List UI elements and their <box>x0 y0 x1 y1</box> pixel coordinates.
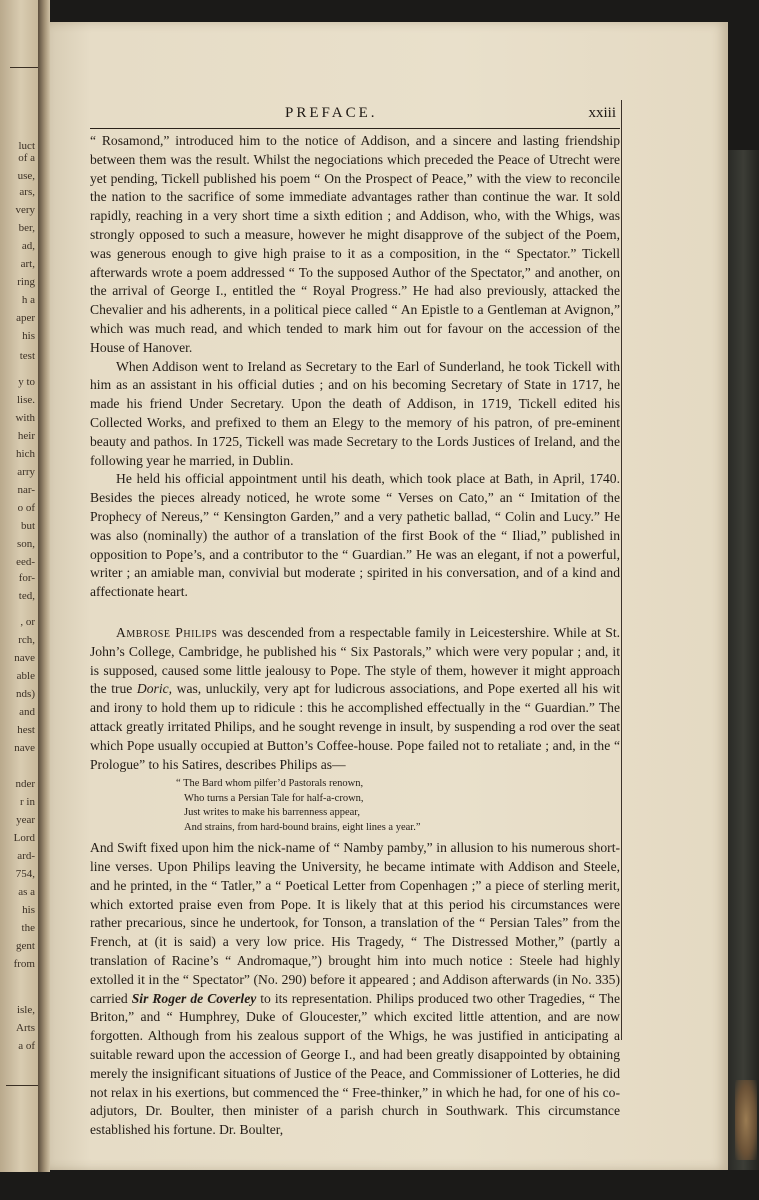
margin-rule <box>621 100 622 1040</box>
facing-page-fragment: test <box>19 350 35 362</box>
philips-intro: was descended from a respectable family in Leicestershire. While at St. John’s College, Cambridge, he published his “ Six Pastorals,” which were very popular ; and, it is supposed, caused some little jealousy to Pope. The style of them, however it might approach the true <box>90 624 620 697</box>
facing-page-fragment: but <box>20 520 35 532</box>
verse-quotation <box>176 777 620 835</box>
facing-page-fragment: aper <box>16 312 35 324</box>
body-text <box>90 132 620 1140</box>
facing-page-fragment: for- <box>18 572 35 584</box>
book-cover-edge <box>728 150 759 1170</box>
worn-corner <box>735 1080 757 1160</box>
facing-page-fragment: gent <box>16 940 35 952</box>
verse-line: Just writes to make his barrenness appear, <box>184 807 360 819</box>
facing-page-fragment: his <box>22 904 35 916</box>
doric-italic: Doric, <box>136 681 173 697</box>
book-gutter <box>38 0 50 1172</box>
paragraph-philips <box>90 624 620 774</box>
facing-page-fragment: son, <box>16 538 35 550</box>
facing-page-fragment: able <box>16 670 35 682</box>
facing-page-fragment: 754, <box>15 868 35 880</box>
facing-page-fragment: Lord <box>13 832 35 844</box>
page-number: xxiii <box>588 105 616 121</box>
facing-page-fragment: rch, <box>18 634 35 646</box>
facing-page-fragment: o of <box>17 502 35 514</box>
running-head <box>90 105 620 127</box>
facing-page-fragment: h a <box>21 294 35 306</box>
facing-page-fragment: r in <box>20 796 35 808</box>
header-rule <box>90 128 620 129</box>
facing-page-fragment: ard- <box>17 850 35 862</box>
facing-page-fragment: use, <box>17 170 35 182</box>
facing-page-fragment: year <box>16 814 35 826</box>
facing-page-fragment: of a <box>18 152 35 164</box>
facing-page-fragment: art, <box>20 258 35 270</box>
facing-page-fragment: luct <box>18 140 35 152</box>
swift-text-b: to its representation. Philips produced two other Tragedies, “ The Briton,” and “ Humphrey, Duke of Gloucester,” which excited little attention, and are now forgotten. Although from his zealous support of the Whigs, he was justified in anticipating a suitable reward upon the accession of George I., and had been greatly disappointed by obtaining merely the insignificant situations of Justice of the Peace, and Commissioner of Lotteries, he did not relax in his exertions, but commenced the “ Free-thinker,” in which he had, for one of his co-adjutors, Dr. Boulter, then minister of a parish church in Southwark. This circumstance established his fortune. Dr. Boulter, <box>90 990 620 1138</box>
facing-page-fragment: nave <box>14 652 35 664</box>
facing-page-fragment: nar- <box>17 484 35 496</box>
facing-page-fragment: nder <box>15 778 35 790</box>
facing-page-fragment: Arts <box>16 1022 35 1034</box>
facing-page-fragment: nds) <box>16 688 35 700</box>
facing-page-fragment: arry <box>17 466 35 478</box>
facing-page-fragment: ring <box>17 276 35 288</box>
facing-page-rule <box>6 1085 38 1086</box>
facing-page-fragment: ted, <box>18 590 35 602</box>
facing-page-fragment: hest <box>17 724 35 736</box>
page-title: PREFACE. <box>285 105 378 121</box>
facing-page-fragment: ars, <box>19 186 35 198</box>
facing-page-fragment: from <box>13 958 35 970</box>
paragraph-ireland: When Addison went to Ireland as Secretary to the Earl of Sunderland, he took Tickell with him as an assistant in his official duties ; and on his becoming Secretary of State in 1717, he made his friend Under Secretary. Upon the death of Addison, in 1719, Tickell edited his Collected Works, and prefixed to them an Elegy to the memory of his patron, of pre-eminent beauty and pathos. In 1725, Tickell was made Secretary to the Lords Justices of Ireland, and the following year he married, in Dublin. <box>90 358 620 468</box>
facing-page-rule <box>10 67 38 68</box>
paragraph-rosamond: “ Rosamond,” introduced him to the notice of Addison, and a sincere and lasting friendship between them was the result. Whilst the negociations which preceded the Peace of Utrecht were yet pending, Tickell published his poem “ On the Prospect of Peace,” with the view to reconcile the nation to the sacrifice of some immediate advantages rather than continue the war. It sold rapidly, reaching in a very short time a sixth edition ; and Addison, who, with the Whigs, was strongly opposed to such a measure, however he might disapprove of the subject of the Poem, was generous enough to give high praise to it as a composition, in the “ Spectator.” Tickell afterwards wrote a poem addressed “ To the supposed Author of the Spectator,” and another, on the arrival of George I., entitled the “ Royal Progress.” He had also previously, attacked the Chevalier and his adherents, in a political piece called “ An Epistle to a Gentleman at Avignon,” which was much read, and which tended to mark him out for favour on the accession of the House of Hanover. <box>90 133 620 355</box>
facing-page-fragment: the <box>21 922 35 934</box>
facing-page-fragment: a of <box>18 1040 35 1052</box>
facing-page-fragment: ber, <box>18 222 35 234</box>
facing-page-fragment: y to <box>18 376 35 388</box>
facing-page-fragment: hich <box>16 448 35 460</box>
facing-page-fragment: lise. <box>16 394 35 406</box>
name-ambrose-philips: Ambrose Philips <box>116 624 218 640</box>
verse-line: Who turns a Persian Tale for half-a-crown, <box>184 792 364 804</box>
philips-rest: was, unluckily, very apt for ludicrous associations, and Pope exerted all his wit and irony to hold them up to ridicule : this he accomplished effectually in the “ Guardian.” The attack greatly irritated Philips, and he sought revenge in insult, by suspending a rod over the seat which Pope usually occupied at Button’s Coffee-house. Pope failed not to retaliate ; and, in the “ Prologue” to his Satires, describes Philips as— <box>90 681 620 772</box>
facing-page-fragment: heir <box>17 430 35 442</box>
facing-page-fragment: eed- <box>16 556 35 568</box>
coverley-italic: Sir Roger de Coverley <box>131 990 257 1006</box>
swift-text-a: And Swift fixed upon him the nick-name of “ Namby pamby,” in allusion to his numerous short-line verses. Upon Philips leaving the University, he became intimate with Addison and Steele, and he printed, in the “ Tatler,” a “ Poetical Letter from Copenhagen ;” a piece of sterling merit, which extorted praise even from Pope. It is likely that at this period his circumstances were rather precarious, since he undertook, for Tonson, a translation of the “ Persian Tales” from the French, at (it is said) a very low price. His Tragedy, “ The Distressed Mother,” (partly a translation of Racine’s “ Andromaque,”) brought him into much notice : Steele had highly extolled it in the “ Spectator” (No. 290) before it appeared ; and Addison afterwards (in No. 335) carried <box>90 840 620 1006</box>
facing-page-fragment: and <box>19 706 35 718</box>
facing-page-edge <box>0 0 39 1172</box>
paragraph-swift <box>90 839 620 1140</box>
facing-page-fragment: very <box>15 204 35 216</box>
facing-page-fragment: isle, <box>16 1004 35 1016</box>
paragraph-death: He held his official appointment until his death, which took place at Bath, in April, 1740. Besides the pieces already noticed, he wrote some “ Verses on Cato,” an “ Imitation of the Prophecy of Nereus,” “ Kensington Garden,” and a very pathetic ballad, “ Colin and Lucy.” He was also (nominally) the author of a translation of the first Book of the “ Iliad,” published in opposition to Pope’s, and a contributor to the “ Guardian.” He was an elegant, if not a powerful, writer ; an amiable man, convivial but moderate ; spirited in his conversation, and of a kind and affectionate heart. <box>90 471 620 600</box>
facing-page-fragment: as a <box>18 886 35 898</box>
facing-page-fragment: , or <box>20 616 35 628</box>
verse-line: And strains, from hard-bound brains, eight lines a year.” <box>184 821 421 833</box>
facing-page-fragment: ad, <box>21 240 35 252</box>
facing-page-fragment: his <box>22 330 35 342</box>
facing-page-fragment: with <box>15 412 35 424</box>
verse-line: “ The Bard whom pilfer’d Pastorals renown, <box>176 778 364 790</box>
facing-page-fragment: nave <box>14 742 35 754</box>
